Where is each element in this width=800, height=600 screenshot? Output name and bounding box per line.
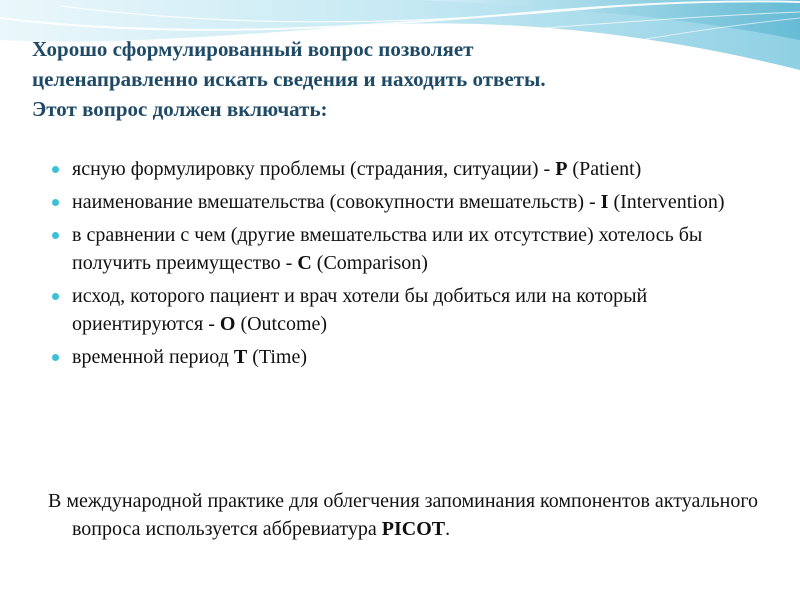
bullet-comparison [50,221,750,277]
bullet-marker-icon [52,199,59,206]
bullet-text: наименование вмешательства (совокупности вмешательств) - [72,191,601,213]
bullet-letter: C [297,252,312,274]
bullet-outcome [50,282,750,338]
bullet-marker-icon [52,166,59,173]
bullet-marker-icon [52,232,59,239]
bullet-time [50,343,750,371]
bullet-text: исход, которого пациент и врач хотели бы добиться или на который ориентируются - [72,285,648,335]
footer-acronym: PICOT [381,518,446,540]
title-line: Этот вопрос должен включать: [32,97,328,121]
footer-text: В международной практике для облегчения запоминания компонентов актуального вопроса используется аббревиатура [48,490,759,540]
bullet-letter: O [219,313,236,335]
bullet-marker-icon [52,354,59,361]
bullet-intervention [50,188,750,216]
bullet-text: временной период [72,346,234,368]
bullet-letter: T [233,346,248,368]
bullet-text: ясную формулировку проблемы (страдания, ситуации) - [72,158,556,180]
picot-bullet-list [50,155,750,376]
bullet-letter: I [600,191,609,213]
footer-end: . [445,518,451,540]
bullet-letter: P [555,158,568,180]
bullet-term: (Intervention) [608,191,725,213]
bullet-term: (Comparison) [311,252,428,274]
title-line: Хорошо сформулированный вопрос позволяет [32,37,474,61]
slide-title [32,34,772,124]
bullet-patient [50,155,750,183]
bullet-text: в сравнении с чем (другие вмешательства или их отсутствие) хотелось бы получить преимущество - [72,224,703,274]
title-line: целенаправленно искать сведения и находить ответы. [32,67,546,91]
bullet-term: (Outcome) [235,313,328,335]
bullet-marker-icon [52,293,59,300]
bullet-term: (Patient) [567,158,642,180]
bullet-term: (Time) [247,346,308,368]
footer-paragraph [48,487,772,543]
